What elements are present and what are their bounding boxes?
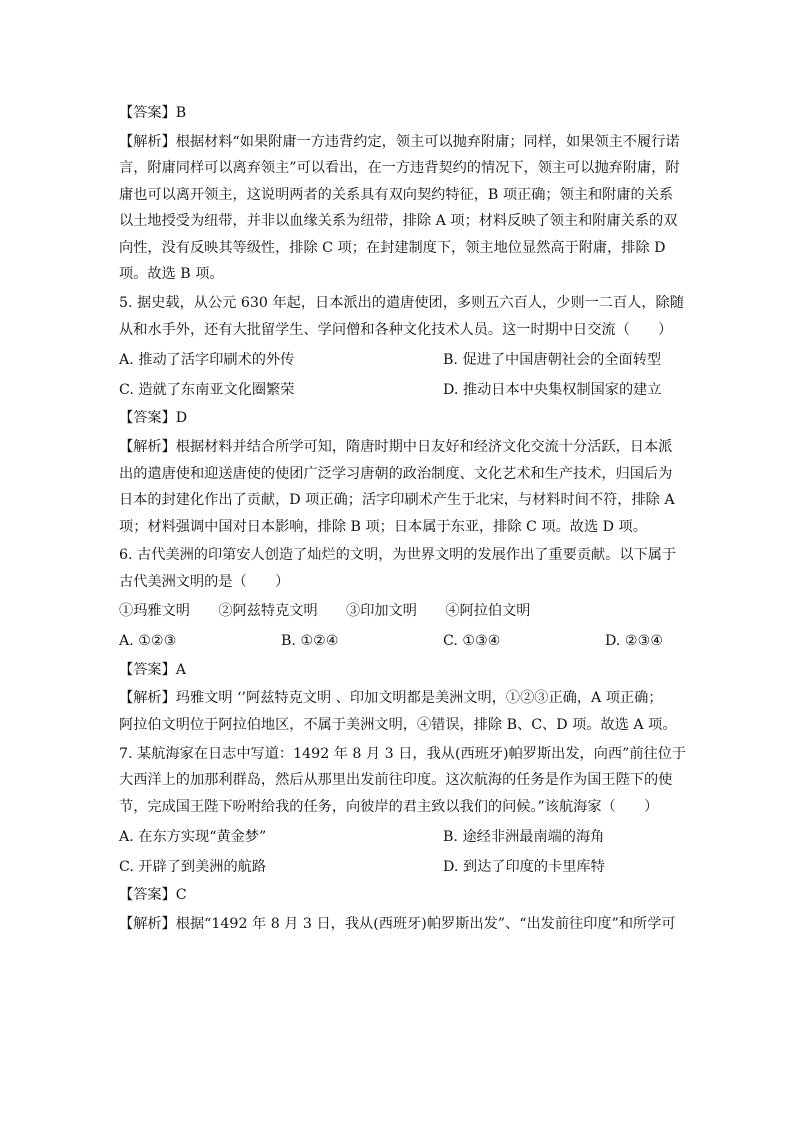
q6-items: ①玛雅文明 ②阿兹特克文明 ③印加文明 ④阿拉伯文明 [119,602,531,619]
q6-options-row [119,628,679,655]
q4-analysis-line: 【解析】根据材料“如果附庸一方违背约定，领主可以抛弃附庸；同样，如果领主不履行诺 [119,133,680,150]
q6-analysis-line: 阿拉伯文明位于阿拉伯地区，不属于美洲文明，④错误，排除 B、C、D 项。故选 A 项。 [119,716,677,733]
q6-option-d: D. ②③④ [605,632,664,649]
q7-analysis [119,911,679,938]
q4-analysis-line: 言，附庸同样可以离弃领主”可以看出，在一方违背契约的情况下，领主可以抛弃附庸，附 [119,160,680,177]
q5-stem [119,290,684,343]
q6-analysis-line: 【解析】玛雅文明 ‘’阿兹特克文明 、印加文明都是美洲文明，①②③正确，A 项正确； [119,690,663,707]
q5-answer: 【答案】D [119,410,188,427]
q5-stem-line: 从和水手外，还有大批留学生、学问僧和各种文化技术人员。这一时期中日交流（ ） [119,321,673,338]
q7-analysis-line: 【解析】根据“1492 年 8 月 3 日，我从(西班牙)帕罗斯出发”、“出发前往印度”和所学可 [119,916,676,933]
q5-option-d: D. 推动日本中央集权制国家的建立 [443,381,662,398]
q7-answer: 【答案】C [119,887,187,904]
q6-option-b: B. ①②④ [281,632,339,649]
q7-option-d: D. 到达了印度的卡里库特 [443,858,605,875]
q4-analysis-line: 向性，没有反映其等级性，排除 C 项；在封建制度下，领主地位显然高于附庸，排除 D [119,239,666,256]
q5-analysis-line: 项；材料强调中国对日本影响，排除 B 项；日本属于东亚，排除 C 项。故选 D 项。 [119,518,647,535]
q6-stem-line: 古代美洲文明的是（ ） [119,573,290,590]
document-content [119,100,687,938]
q7-options-row-1 [119,824,679,851]
q6-stem [119,542,679,595]
q5-analysis-line: 【解析】根据材料并结合所学可知，隋唐时期中日友好和经济文化交流十分活跃，日本派 [119,439,673,456]
q4-analysis [119,129,679,288]
q5-analysis-line: 出的遣唐使和迎送唐使的使团广泛学习唐朝的政治制度、文化艺术和生产技术，归国后为 [119,465,673,482]
q4-answer: 【答案】B [119,105,187,121]
q7-option-a: A. 在东方实现“黄金梦” [119,828,267,845]
q5-analysis [119,434,679,540]
q4-analysis-line: 项。故选 B 项。 [119,266,224,283]
q5-option-a: A. 推动了活字印刷术的外传 [119,351,295,368]
q4-analysis-line: 庸也可以离开领主，这说明两者的关系具有双向契约特征，B 项正确；领主和附庸的关系 [119,186,674,203]
q6-option-c: C. ①③④ [443,632,501,649]
q6-answer: 【答案】A [119,661,186,678]
q7-option-c: C. 开辟了到美洲的航路 [119,858,267,875]
q5-options-row-2 [119,377,679,404]
q5-stem-line: 5. 据史载，从公元 630 年起，日本派出的遣唐使团，多则五六百人，少则一二百人，除随 [119,295,684,312]
q6-stem-line: 6. 古代美洲的印第安人创造了灿烂的文明，为世界文明的发展作出了重要贡献。以下属于 [119,547,677,564]
q7-options-row-2 [119,854,679,881]
q7-stem [119,741,687,821]
q5-options-row-1 [119,347,679,374]
q7-stem-line: 大西洋上的加那利群岛，然后从那里出发前往印度。这次航海的任务是作为国王陛下的使 [119,772,673,789]
q7-option-b: B. 途经非洲最南端的海角 [443,828,605,845]
q7-stem-line: 7. 某航海家在日志中写道：1492 年 8 月 3 日，我从(西班牙)帕罗斯出发，向西”前往位于 [119,745,687,762]
q5-option-c: C. 造就了东南亚文化圈繁荣 [119,381,295,398]
q7-stem-line: 节，完成国王陛下吩咐给我的任务，向彼岸的君主致以我们的问候。”该航海家（ ） [119,798,659,815]
q5-analysis-line: 日本的封建化作出了贡献，D 项正确；活字印刷术产生于北宋，与材料时间不符，排除 A [119,492,675,509]
q6-analysis [119,685,679,738]
q4-analysis-line: 以土地授受为纽带，并非以血缘关系为纽带，排除 A 项；材料反映了领主和附庸关系的双 [119,213,678,230]
q6-option-a: A. ①②③ [119,632,177,649]
q5-option-b: B. 促进了中国唐朝社会的全面转型 [443,351,662,368]
